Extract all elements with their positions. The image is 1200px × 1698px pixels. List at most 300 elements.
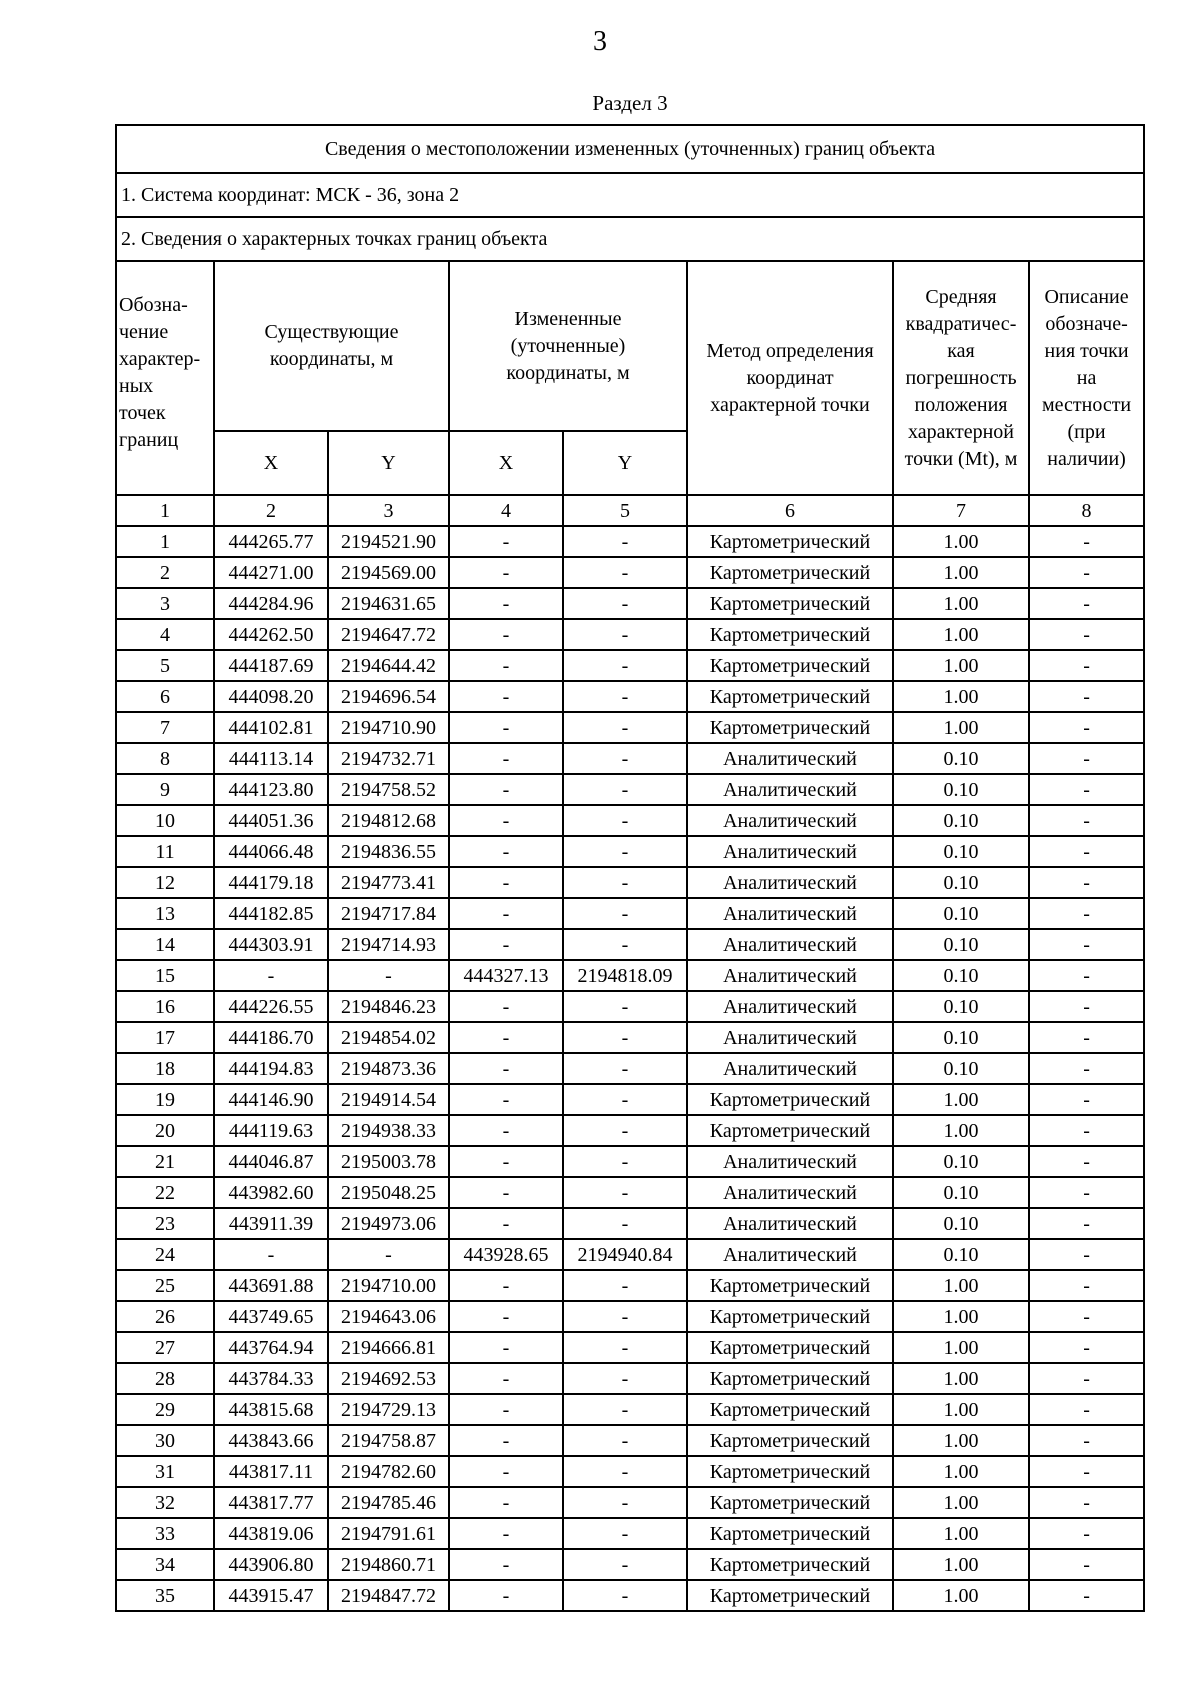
table-row (116, 1053, 1144, 1084)
description-cell: - (1029, 1146, 1144, 1177)
point-id-cell: 17 (116, 1022, 214, 1053)
method-cell: Картометрический (687, 588, 893, 619)
method-cell: Картометрический (687, 1270, 893, 1301)
changed-x-cell: - (449, 1456, 563, 1487)
description-cell: - (1029, 836, 1144, 867)
changed-x-cell: - (449, 1487, 563, 1518)
existing-x-cell: 443817.77 (214, 1487, 328, 1518)
changed-y-cell: - (563, 712, 687, 743)
method-cell: Картометрический (687, 557, 893, 588)
description-cell: - (1029, 1270, 1144, 1301)
mean-error-cell: 1.00 (893, 650, 1029, 681)
point-id-cell: 16 (116, 991, 214, 1022)
method-cell: Аналитический (687, 1208, 893, 1239)
mean-error-cell: 0.10 (893, 1208, 1029, 1239)
point-id-cell: 19 (116, 1084, 214, 1115)
table-row (116, 1549, 1144, 1580)
table-row (116, 1270, 1144, 1301)
changed-x-cell: - (449, 774, 563, 805)
changed-x-cell: - (449, 1580, 563, 1611)
description-cell: - (1029, 805, 1144, 836)
changed-x-cell: 444327.13 (449, 960, 563, 991)
table-row (116, 1022, 1144, 1053)
changed-y-cell: - (563, 1084, 687, 1115)
existing-x-cell: 444284.96 (214, 588, 328, 619)
table-row (116, 712, 1144, 743)
existing-y-cell: 2194812.68 (328, 805, 449, 836)
mean-error-cell: 0.10 (893, 867, 1029, 898)
existing-y-cell: 2194860.71 (328, 1549, 449, 1580)
existing-x-cell: 444113.14 (214, 743, 328, 774)
header-method (687, 261, 893, 495)
header-existing-coords-text: Существующие координаты, м (264, 321, 399, 370)
changed-x-cell: - (449, 712, 563, 743)
column-number: 2 (214, 495, 328, 526)
method-cell: Картометрический (687, 1518, 893, 1549)
table-row (116, 650, 1144, 681)
method-cell: Картометрический (687, 1456, 893, 1487)
existing-y-cell: 2194569.00 (328, 557, 449, 588)
table-row (116, 1177, 1144, 1208)
existing-x-cell: 444271.00 (214, 557, 328, 588)
mean-error-cell: 1.00 (893, 1518, 1029, 1549)
mean-error-cell: 0.10 (893, 960, 1029, 991)
existing-y-cell: 2194729.13 (328, 1394, 449, 1425)
point-id-cell: 7 (116, 712, 214, 743)
mean-error-cell: 1.00 (893, 526, 1029, 557)
mean-error-cell: 0.10 (893, 805, 1029, 836)
mean-error-cell: 1.00 (893, 1580, 1029, 1611)
existing-x-cell: 444098.20 (214, 681, 328, 712)
point-id-cell: 33 (116, 1518, 214, 1549)
existing-y-cell: 2195048.25 (328, 1177, 449, 1208)
header-method-text: Метод определения координат характерной точки (706, 339, 874, 416)
existing-x-cell: 444179.18 (214, 867, 328, 898)
point-id-cell: 28 (116, 1363, 214, 1394)
point-id-cell: 15 (116, 960, 214, 991)
point-id-cell: 27 (116, 1332, 214, 1363)
existing-x-cell: 444066.48 (214, 836, 328, 867)
coordinate-system: 1. Система координат: МСК - 36, зона 2 (116, 173, 1144, 217)
column-number: 5 (563, 495, 687, 526)
changed-x-cell: - (449, 836, 563, 867)
changed-x-cell: - (449, 867, 563, 898)
existing-y-cell: 2194854.02 (328, 1022, 449, 1053)
table-row (116, 743, 1144, 774)
header-changed-coords-text: Измененные (уточненные) координаты, м (506, 307, 630, 384)
table-row (116, 1456, 1144, 1487)
method-cell: Картометрический (687, 681, 893, 712)
existing-y-cell: 2194773.41 (328, 867, 449, 898)
changed-x-cell: - (449, 1394, 563, 1425)
existing-x-cell: 443906.80 (214, 1549, 328, 1580)
existing-x-cell: 444194.83 (214, 1053, 328, 1084)
method-cell: Картометрический (687, 526, 893, 557)
changed-x-cell: - (449, 1177, 563, 1208)
column-numbers-row (116, 495, 1144, 526)
point-id-cell: 3 (116, 588, 214, 619)
point-id-cell: 1 (116, 526, 214, 557)
table-row (116, 898, 1144, 929)
mean-error-cell: 1.00 (893, 1549, 1029, 1580)
method-cell: Картометрический (687, 1084, 893, 1115)
mean-error-cell: 1.00 (893, 681, 1029, 712)
description-cell: - (1029, 557, 1144, 588)
existing-y-cell: 2194710.90 (328, 712, 449, 743)
method-cell: Картометрический (687, 1394, 893, 1425)
existing-y-cell: 2194914.54 (328, 1084, 449, 1115)
existing-y-cell: 2194710.00 (328, 1270, 449, 1301)
description-cell: - (1029, 588, 1144, 619)
changed-x-cell: - (449, 991, 563, 1022)
point-id-cell: 26 (116, 1301, 214, 1332)
changed-y-cell: - (563, 1363, 687, 1394)
changed-x-cell: 443928.65 (449, 1239, 563, 1270)
changed-x-cell: - (449, 1332, 563, 1363)
existing-y-cell: 2194732.71 (328, 743, 449, 774)
changed-x-cell: - (449, 588, 563, 619)
mean-error-cell: 1.00 (893, 588, 1029, 619)
table-row (116, 1084, 1144, 1115)
mean-error-cell: 1.00 (893, 712, 1029, 743)
method-cell: Аналитический (687, 960, 893, 991)
method-cell: Аналитический (687, 991, 893, 1022)
header-changed-coords (449, 261, 687, 431)
table-row (116, 619, 1144, 650)
description-cell: - (1029, 1022, 1144, 1053)
description-cell: - (1029, 929, 1144, 960)
column-number: 3 (328, 495, 449, 526)
mean-error-cell: 0.10 (893, 743, 1029, 774)
point-id-cell: 29 (116, 1394, 214, 1425)
mean-error-cell: 1.00 (893, 557, 1029, 588)
description-cell: - (1029, 743, 1144, 774)
changed-y-cell: - (563, 1053, 687, 1084)
changed-y-cell: - (563, 898, 687, 929)
changed-y-cell: - (563, 1208, 687, 1239)
point-id-cell: 12 (116, 867, 214, 898)
existing-y-cell: 2194643.06 (328, 1301, 449, 1332)
existing-x-cell: 444146.90 (214, 1084, 328, 1115)
method-cell: Аналитический (687, 898, 893, 929)
changed-x-cell: - (449, 1425, 563, 1456)
header-mean-error (893, 261, 1029, 495)
mean-error-cell: 0.10 (893, 929, 1029, 960)
mean-error-cell: 1.00 (893, 1084, 1029, 1115)
existing-x-cell: 443815.68 (214, 1394, 328, 1425)
description-cell: - (1029, 991, 1144, 1022)
page-number: 3 (593, 26, 607, 57)
header-changed-x: X (449, 431, 563, 495)
existing-y-cell: 2194692.53 (328, 1363, 449, 1394)
existing-y-cell: 2194714.93 (328, 929, 449, 960)
changed-y-cell: - (563, 588, 687, 619)
header-changed-y: Y (563, 431, 687, 495)
point-id-cell: 10 (116, 805, 214, 836)
description-cell: - (1029, 1394, 1144, 1425)
changed-y-cell: - (563, 681, 687, 712)
changed-x-cell: - (449, 898, 563, 929)
existing-y-cell: 2194666.81 (328, 1332, 449, 1363)
header-description-text: Описание обозначе- ния точки на местности (при наличии) (1041, 285, 1132, 470)
existing-x-cell: 444262.50 (214, 619, 328, 650)
point-id-cell: 34 (116, 1549, 214, 1580)
changed-y-cell: - (563, 1425, 687, 1456)
existing-y-cell: 2194644.42 (328, 650, 449, 681)
mean-error-cell: 1.00 (893, 1270, 1029, 1301)
description-cell: - (1029, 619, 1144, 650)
changed-y-cell: - (563, 557, 687, 588)
point-id-cell: 14 (116, 929, 214, 960)
table-title: Сведения о местоположении измененных (уточненных) границ объекта (116, 125, 1144, 173)
existing-y-cell: 2194785.46 (328, 1487, 449, 1518)
method-cell: Аналитический (687, 774, 893, 805)
mean-error-cell: 0.10 (893, 1053, 1029, 1084)
changed-x-cell: - (449, 557, 563, 588)
existing-x-cell: - (214, 960, 328, 991)
changed-y-cell: - (563, 619, 687, 650)
table-row (116, 1363, 1144, 1394)
method-cell: Аналитический (687, 743, 893, 774)
mean-error-cell: 0.10 (893, 1239, 1029, 1270)
existing-y-cell: - (328, 1239, 449, 1270)
point-id-cell: 23 (116, 1208, 214, 1239)
point-id-cell: 20 (116, 1115, 214, 1146)
column-number: 1 (116, 495, 214, 526)
method-cell: Картометрический (687, 712, 893, 743)
existing-x-cell: 443749.65 (214, 1301, 328, 1332)
changed-y-cell: - (563, 867, 687, 898)
changed-y-cell: - (563, 1022, 687, 1053)
table-row (116, 867, 1144, 898)
point-id-cell: 5 (116, 650, 214, 681)
description-cell: - (1029, 1301, 1144, 1332)
description-cell: - (1029, 1363, 1144, 1394)
description-cell: - (1029, 867, 1144, 898)
table-row (116, 1239, 1144, 1270)
method-cell: Картометрический (687, 619, 893, 650)
changed-y-cell: 2194940.84 (563, 1239, 687, 1270)
existing-y-cell: 2194758.52 (328, 774, 449, 805)
changed-y-cell: - (563, 526, 687, 557)
existing-x-cell: 443819.06 (214, 1518, 328, 1549)
method-cell: Картометрический (687, 1580, 893, 1611)
existing-x-cell: 443764.94 (214, 1332, 328, 1363)
method-cell: Аналитический (687, 836, 893, 867)
column-number: 4 (449, 495, 563, 526)
existing-y-cell: 2194791.61 (328, 1518, 449, 1549)
mean-error-cell: 0.10 (893, 898, 1029, 929)
method-cell: Картометрический (687, 1363, 893, 1394)
point-id-cell: 35 (116, 1580, 214, 1611)
method-cell: Аналитический (687, 805, 893, 836)
point-id-cell: 24 (116, 1239, 214, 1270)
existing-x-cell: 443915.47 (214, 1580, 328, 1611)
method-cell: Картометрический (687, 1301, 893, 1332)
table-row (116, 1332, 1144, 1363)
mean-error-cell: 1.00 (893, 1394, 1029, 1425)
method-cell: Аналитический (687, 929, 893, 960)
point-id-cell: 9 (116, 774, 214, 805)
existing-x-cell: 443911.39 (214, 1208, 328, 1239)
mean-error-cell: 1.00 (893, 1425, 1029, 1456)
description-cell: - (1029, 681, 1144, 712)
existing-y-cell: 2194521.90 (328, 526, 449, 557)
existing-y-cell: 2194938.33 (328, 1115, 449, 1146)
existing-x-cell: 444182.85 (214, 898, 328, 929)
existing-y-cell: 2194973.06 (328, 1208, 449, 1239)
changed-x-cell: - (449, 1053, 563, 1084)
table-row (116, 805, 1144, 836)
existing-x-cell: 444187.69 (214, 650, 328, 681)
method-cell: Аналитический (687, 867, 893, 898)
description-cell: - (1029, 1580, 1144, 1611)
description-cell: - (1029, 1425, 1144, 1456)
mean-error-cell: 0.10 (893, 774, 1029, 805)
changed-y-cell: - (563, 650, 687, 681)
existing-x-cell: 444046.87 (214, 1146, 328, 1177)
table-row (116, 1115, 1144, 1146)
section-title: Раздел 3 (592, 91, 668, 115)
changed-x-cell: - (449, 1270, 563, 1301)
changed-x-cell: - (449, 526, 563, 557)
existing-x-cell: 444051.36 (214, 805, 328, 836)
changed-x-cell: - (449, 1518, 563, 1549)
changed-y-cell: - (563, 743, 687, 774)
mean-error-cell: 1.00 (893, 1456, 1029, 1487)
existing-x-cell: 443982.60 (214, 1177, 328, 1208)
table-row (116, 1518, 1144, 1549)
description-cell: - (1029, 1239, 1144, 1270)
existing-y-cell: 2194696.54 (328, 681, 449, 712)
mean-error-cell: 1.00 (893, 1332, 1029, 1363)
changed-y-cell: - (563, 929, 687, 960)
point-id-cell: 22 (116, 1177, 214, 1208)
mean-error-cell: 0.10 (893, 1022, 1029, 1053)
point-id-cell: 4 (116, 619, 214, 650)
changed-x-cell: - (449, 1363, 563, 1394)
changed-y-cell: - (563, 805, 687, 836)
changed-y-cell: - (563, 1332, 687, 1363)
method-cell: Картометрический (687, 1487, 893, 1518)
existing-x-cell: 444186.70 (214, 1022, 328, 1053)
changed-y-cell: - (563, 1301, 687, 1332)
point-id-cell: 31 (116, 1456, 214, 1487)
changed-y-cell: - (563, 774, 687, 805)
header-existing-y: Y (328, 431, 449, 495)
description-cell: - (1029, 1549, 1144, 1580)
table-row (116, 588, 1144, 619)
point-id-cell: 2 (116, 557, 214, 588)
existing-y-cell: 2194631.65 (328, 588, 449, 619)
changed-x-cell: - (449, 1115, 563, 1146)
existing-x-cell: 443843.66 (214, 1425, 328, 1456)
table-row (116, 1580, 1144, 1611)
existing-y-cell: 2194873.36 (328, 1053, 449, 1084)
existing-x-cell: 444102.81 (214, 712, 328, 743)
table-row (116, 774, 1144, 805)
table-row (116, 681, 1144, 712)
description-cell: - (1029, 1084, 1144, 1115)
table-row (116, 960, 1144, 991)
header-description (1029, 261, 1144, 495)
description-cell: - (1029, 526, 1144, 557)
existing-y-cell: - (328, 960, 449, 991)
changed-y-cell: - (563, 1146, 687, 1177)
changed-x-cell: - (449, 929, 563, 960)
points-heading: 2. Сведения о характерных точках границ объекта (116, 217, 1144, 261)
changed-y-cell: - (563, 1518, 687, 1549)
description-cell: - (1029, 898, 1144, 929)
existing-x-cell: 444119.63 (214, 1115, 328, 1146)
mean-error-cell: 1.00 (893, 1115, 1029, 1146)
existing-x-cell: - (214, 1239, 328, 1270)
description-cell: - (1029, 1208, 1144, 1239)
changed-x-cell: - (449, 1208, 563, 1239)
table-row (116, 836, 1144, 867)
point-id-cell: 21 (116, 1146, 214, 1177)
existing-x-cell: 443691.88 (214, 1270, 328, 1301)
method-cell: Картометрический (687, 1549, 893, 1580)
mean-error-cell: 1.00 (893, 619, 1029, 650)
changed-y-cell: - (563, 1580, 687, 1611)
description-cell: - (1029, 1332, 1144, 1363)
changed-y-cell: - (563, 1177, 687, 1208)
header-mean-error-text: Средняя квадратичес- кая погрешность положения характерной точки (Mt), м (904, 285, 1018, 470)
method-cell: Картометрический (687, 1115, 893, 1146)
column-number: 6 (687, 495, 893, 526)
method-cell: Картометрический (687, 1332, 893, 1363)
changed-x-cell: - (449, 805, 563, 836)
existing-y-cell: 2194836.55 (328, 836, 449, 867)
description-cell: - (1029, 774, 1144, 805)
point-id-cell: 18 (116, 1053, 214, 1084)
changed-x-cell: - (449, 681, 563, 712)
description-cell: - (1029, 712, 1144, 743)
changed-y-cell: 2194818.09 (563, 960, 687, 991)
method-cell: Аналитический (687, 1177, 893, 1208)
description-cell: - (1029, 1518, 1144, 1549)
description-cell: - (1029, 1115, 1144, 1146)
table-row (116, 991, 1144, 1022)
existing-y-cell: 2194847.72 (328, 1580, 449, 1611)
point-id-cell: 32 (116, 1487, 214, 1518)
changed-y-cell: - (563, 836, 687, 867)
description-cell: - (1029, 1053, 1144, 1084)
changed-y-cell: - (563, 1394, 687, 1425)
description-cell: - (1029, 960, 1144, 991)
method-cell: Аналитический (687, 1146, 893, 1177)
existing-x-cell: 444123.80 (214, 774, 328, 805)
point-id-cell: 13 (116, 898, 214, 929)
description-cell: - (1029, 1487, 1144, 1518)
mean-error-cell: 1.00 (893, 1301, 1029, 1332)
changed-x-cell: - (449, 1084, 563, 1115)
changed-x-cell: - (449, 650, 563, 681)
table-body (116, 125, 1144, 1611)
point-id-cell: 11 (116, 836, 214, 867)
method-cell: Картометрический (687, 650, 893, 681)
table-row (116, 1146, 1144, 1177)
table-row (116, 526, 1144, 557)
point-id-cell: 6 (116, 681, 214, 712)
existing-x-cell: 444303.91 (214, 929, 328, 960)
changed-y-cell: - (563, 1456, 687, 1487)
mean-error-cell: 0.10 (893, 1177, 1029, 1208)
changed-x-cell: - (449, 619, 563, 650)
existing-y-cell: 2194758.87 (328, 1425, 449, 1456)
table-row (116, 557, 1144, 588)
